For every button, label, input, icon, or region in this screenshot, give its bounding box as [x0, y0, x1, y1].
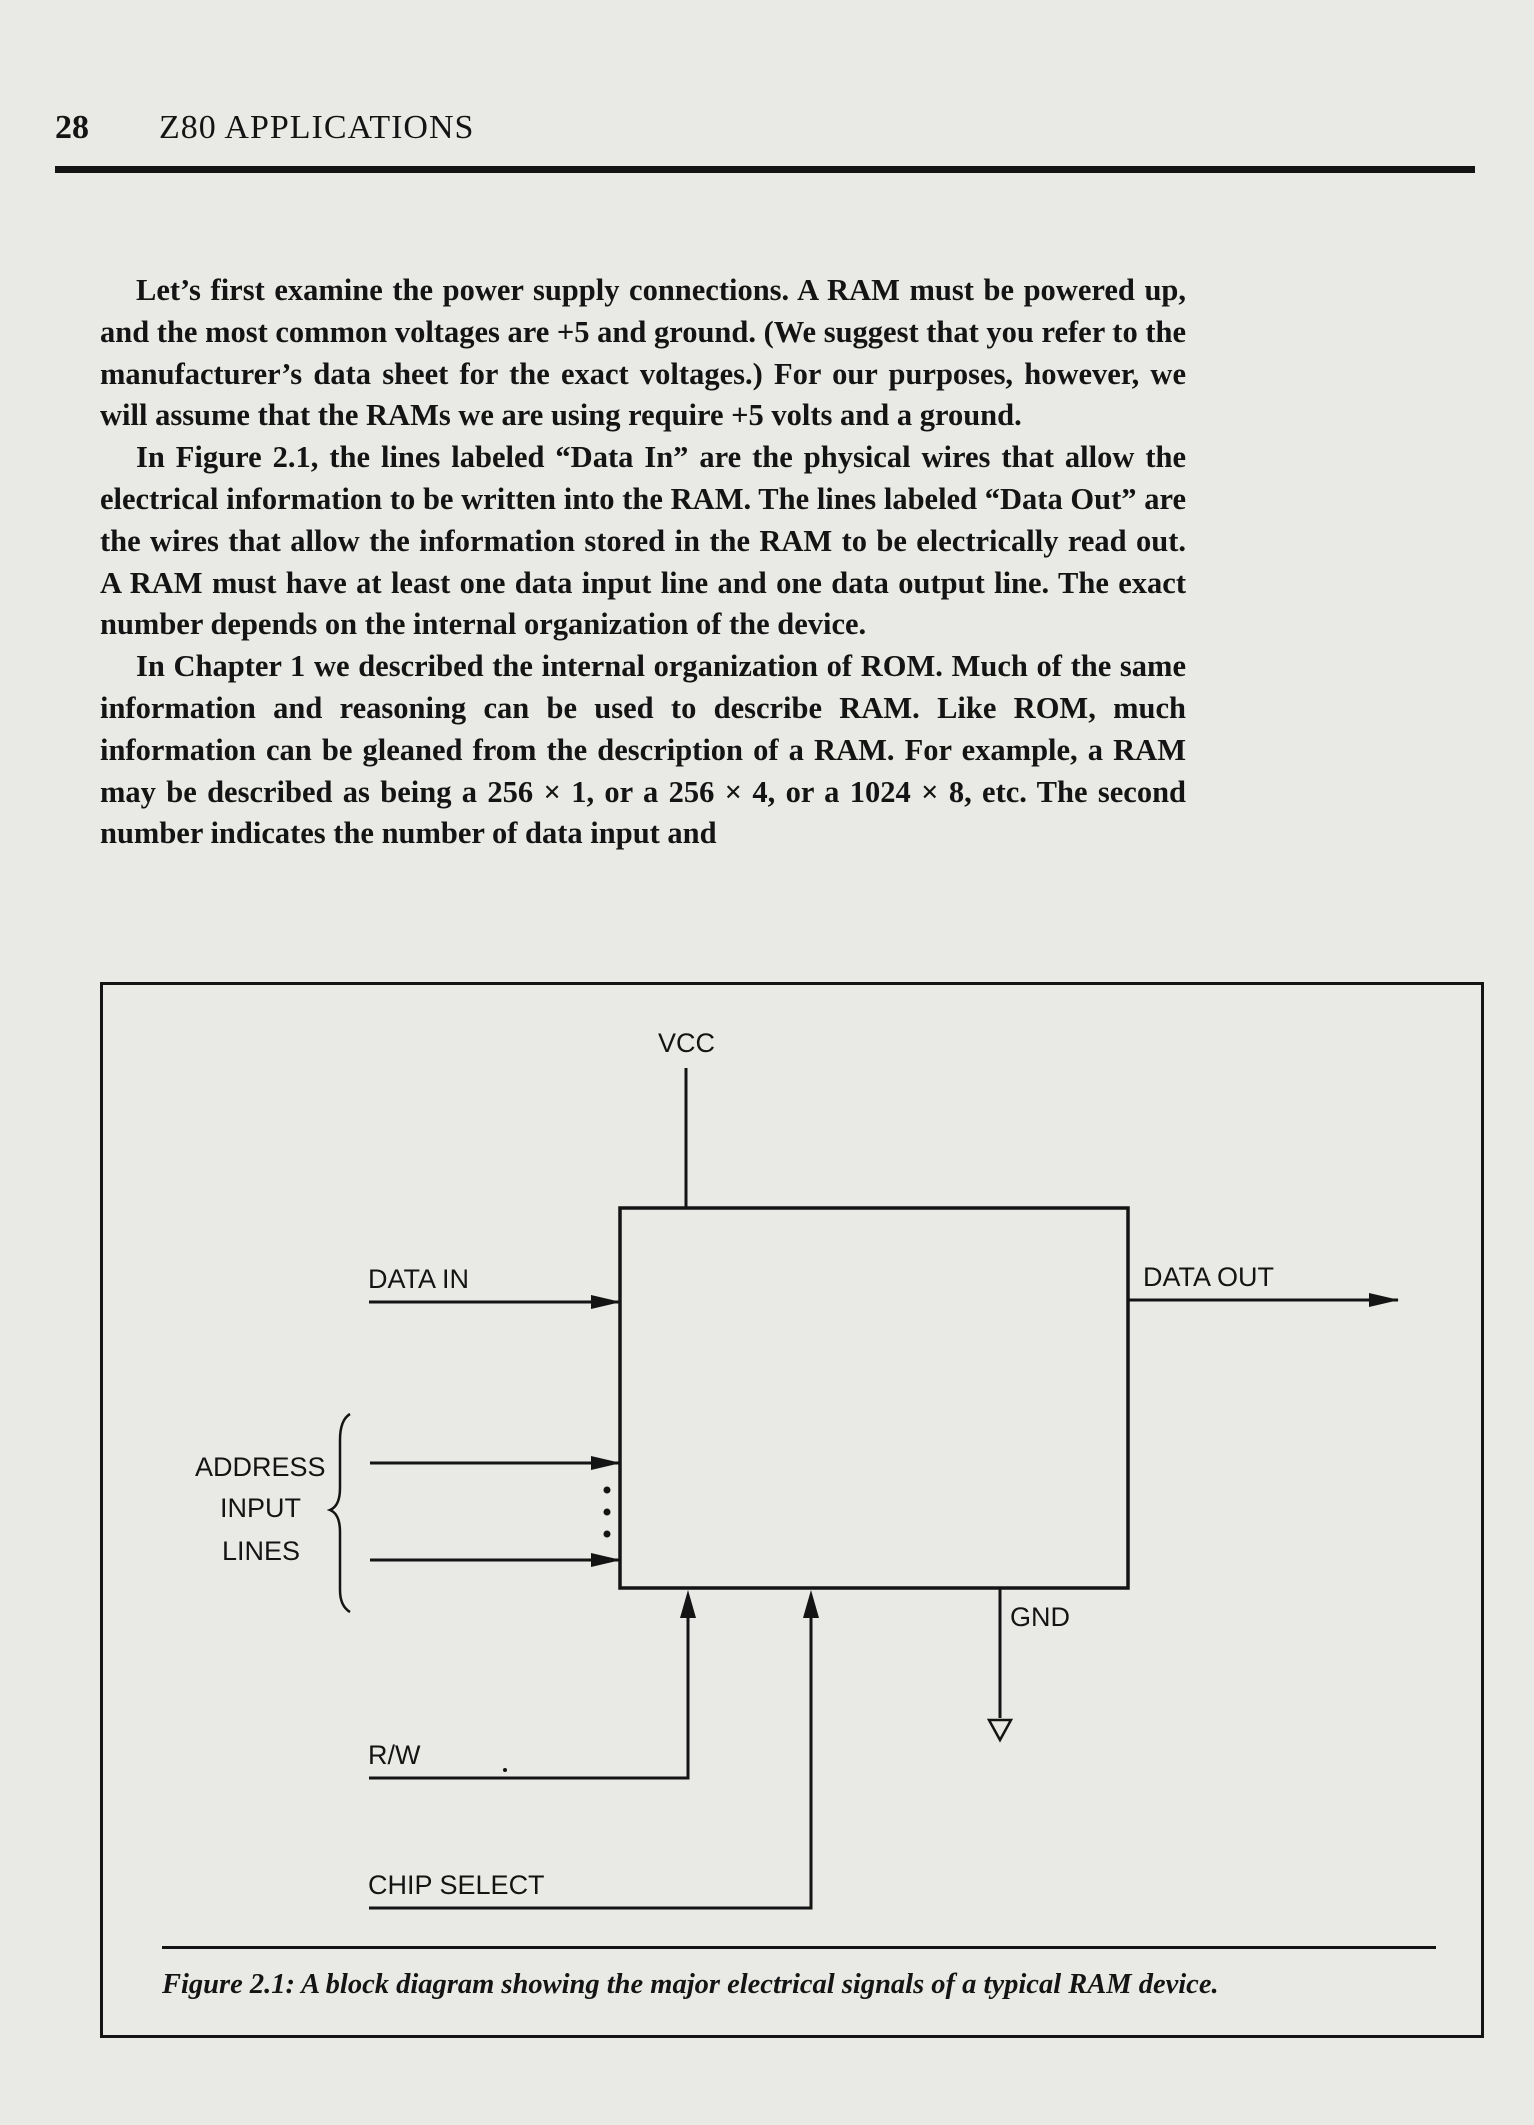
- data-out-label: DATA OUT: [1143, 1262, 1275, 1292]
- rw-dot: [503, 1768, 507, 1772]
- ram-block: [620, 1208, 1128, 1588]
- ellipsis-dot: [604, 1531, 611, 1538]
- running-title: Z80 APPLICATIONS: [159, 109, 475, 146]
- chip-select-label: CHIP SELECT: [368, 1870, 545, 1900]
- caption-text: A block diagram showing the major electrical signals of a typical RAM device.: [295, 1969, 1219, 2000]
- page-number: 28: [55, 109, 89, 146]
- paragraph: In Chapter 1 we described the internal organization of ROM. Much of the same information and reasoning can be used to describe RAM. Like ROM, much information can be gleaned from the description of a RAM. For example, a RAM may be described as being a 256 × 1, or a 256 × 4, or a 1024 × 8, etc. The second number indicates the number of data input and: [100, 649, 1186, 851]
- address-label-2: INPUT: [220, 1493, 301, 1523]
- rw-arrow-icon: [680, 1590, 696, 1618]
- ellipsis-dot: [604, 1487, 611, 1494]
- paragraph: In Figure 2.1, the lines labeled “Data In” are the physical wires that allow the electrical information to be written into the RAM. The lines labeled “Data Out” are the wires that allow the information stored in the RAM to be electrically read out. A RAM must have at least one data input line and one data output line. The exact number depends on the internal organization of the device.: [100, 440, 1186, 642]
- address-label-1: ADDRESS: [195, 1452, 326, 1482]
- caption-rule: [162, 1946, 1436, 1949]
- gnd-label: GND: [1010, 1602, 1070, 1632]
- data-in-label: DATA IN: [368, 1264, 470, 1294]
- figure-caption: [162, 1969, 1436, 2001]
- rw-label: R/W: [368, 1740, 421, 1770]
- figure-label: Figure 2.1:: [162, 1969, 296, 2000]
- vcc-label: VCC: [658, 1028, 716, 1058]
- chip-select-line: [369, 1596, 811, 1908]
- chip-select-arrow-icon: [803, 1590, 819, 1618]
- gnd-arrow-icon: [989, 1720, 1011, 1740]
- paragraph: Let’s first examine the power supply connections. A RAM must be powered up, and the most common voltages are +5 and ground. (We suggest that you refer to the manufacturer’s data sheet for the exact voltages.) For our purposes, however, we will assume that the RAMs we are using require +5 volts and a ground.: [100, 273, 1186, 433]
- ellipsis-dot: [604, 1509, 611, 1516]
- address-brace-icon: [330, 1414, 350, 1612]
- address-label-3: LINES: [222, 1536, 301, 1566]
